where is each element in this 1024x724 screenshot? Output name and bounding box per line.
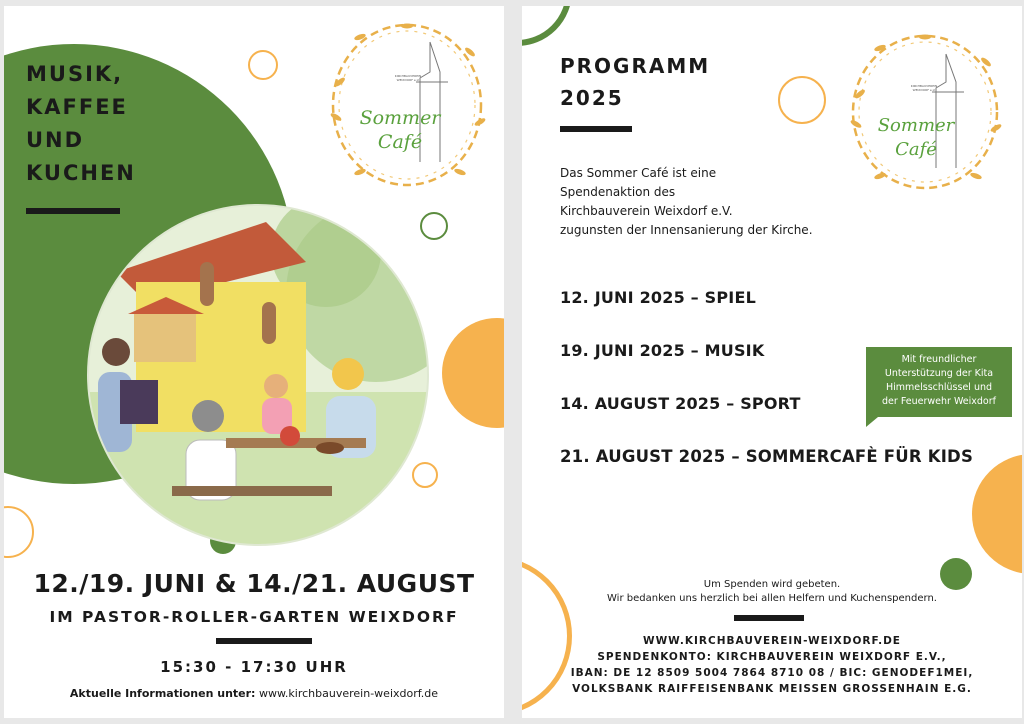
logo-org-line: KIRCHBAUVEREIN bbox=[394, 74, 422, 78]
support-note-pointer bbox=[866, 417, 878, 427]
footer-line: SPENDENKONTO: KIRCHBAUVEREIN WEIXDORF E.V., bbox=[597, 651, 947, 663]
location-underline bbox=[216, 638, 312, 644]
info-line bbox=[4, 687, 504, 700]
poster-right-page bbox=[522, 6, 1022, 718]
intro-line: Das Sommer Café ist eine bbox=[560, 166, 717, 180]
intro-line: Kirchbauverein Weixdorf e.V. bbox=[560, 204, 733, 218]
program-title-line: PROGRAMM bbox=[560, 54, 711, 78]
orange-circle-decoration bbox=[972, 454, 1022, 574]
footer-line: VOLKSBANK RAIFFEISENBANK MEISSEN GROSSENHAIN E.G. bbox=[572, 683, 972, 695]
green-arc-decoration bbox=[522, 6, 572, 46]
intro-line: Spendenaktion des bbox=[560, 185, 676, 199]
intro-line: zugunsten der Innensanierung der Kirche. bbox=[560, 223, 813, 237]
sommer-cafe-logo bbox=[840, 24, 1010, 200]
program-item: 19. JUNI 2025 – MUSIK bbox=[560, 341, 765, 360]
logo-title-cafe: Café bbox=[377, 131, 423, 153]
program-title-line: 2025 bbox=[560, 86, 624, 110]
donation-line: Wir bedanken uns herzlich bei allen Helfern und Kuchenspendern. bbox=[607, 593, 937, 604]
wreath-icon bbox=[840, 24, 1010, 200]
info-label: Aktuelle Informationen unter: bbox=[69, 687, 256, 700]
event-time: 15:30 - 17:30 UHR bbox=[160, 658, 348, 676]
donation-text bbox=[522, 578, 1022, 606]
logo-title-sommer: Sommer bbox=[359, 107, 441, 129]
logo-title-cafe: Café bbox=[895, 139, 937, 160]
support-note-line: Mit freundlicher bbox=[901, 354, 977, 365]
headline-line: MUSIK, bbox=[26, 62, 124, 86]
headline-line: UND bbox=[26, 128, 85, 152]
support-note-line: Unterstützung der Kita bbox=[884, 368, 994, 379]
info-url-link[interactable]: www.kirchbauverein-weixdorf.de bbox=[258, 687, 439, 700]
logo-org-line: KIRCHBAUVEREIN bbox=[910, 84, 938, 88]
footer-website-link[interactable]: WWW.KIRCHBAUVEREIN-WEIXDORF.DE bbox=[643, 635, 901, 647]
footer-line: IBAN: DE 12 8509 5004 7864 8710 08 / BIC: GENODEF1MEI, bbox=[570, 667, 974, 679]
donation-line: Um Spenden wird gebeten. bbox=[703, 579, 841, 590]
program-item: 14. AUGUST 2025 – SPORT bbox=[560, 394, 801, 413]
sommer-cafe-logo bbox=[320, 12, 494, 198]
event-dates: 12./19. JUNI & 14./21. AUGUST bbox=[33, 569, 475, 598]
title-underline bbox=[560, 126, 632, 132]
support-note bbox=[866, 347, 1012, 417]
bank-footer bbox=[522, 633, 1022, 697]
poster-left-page bbox=[4, 6, 504, 718]
wreath-icon bbox=[320, 12, 494, 198]
headline-line: KUCHEN bbox=[26, 161, 136, 185]
support-note-line: der Feuerwehr Weixdorf bbox=[882, 396, 996, 407]
donation-underline bbox=[734, 615, 804, 621]
support-note-line: Himmelsschlüssel und bbox=[885, 382, 993, 393]
intro-text bbox=[560, 164, 813, 240]
program-item: 12. JUNI 2025 – SPIEL bbox=[560, 288, 756, 307]
orange-circle-decoration bbox=[442, 318, 504, 428]
event-location: IM PASTOR-ROLLER-GARTEN WEIXDORF bbox=[49, 608, 459, 626]
headline-line: KAFFEE bbox=[26, 95, 128, 119]
program-item: 21. AUGUST 2025 – SOMMERCAFÈ FÜR KIDS bbox=[560, 447, 974, 466]
logo-title-sommer: Sommer bbox=[877, 115, 955, 136]
headline bbox=[26, 58, 136, 190]
logo-org-line: WEIXDORF e.V. bbox=[396, 78, 420, 82]
logo-org-line: WEIXDORF e.V. bbox=[912, 88, 936, 92]
garden-cafe-illustration bbox=[76, 202, 440, 548]
orange-ring-decoration bbox=[248, 50, 278, 80]
orange-ring-decoration bbox=[778, 76, 826, 124]
orange-ring-left-edge bbox=[4, 506, 34, 558]
program-title bbox=[560, 50, 710, 114]
